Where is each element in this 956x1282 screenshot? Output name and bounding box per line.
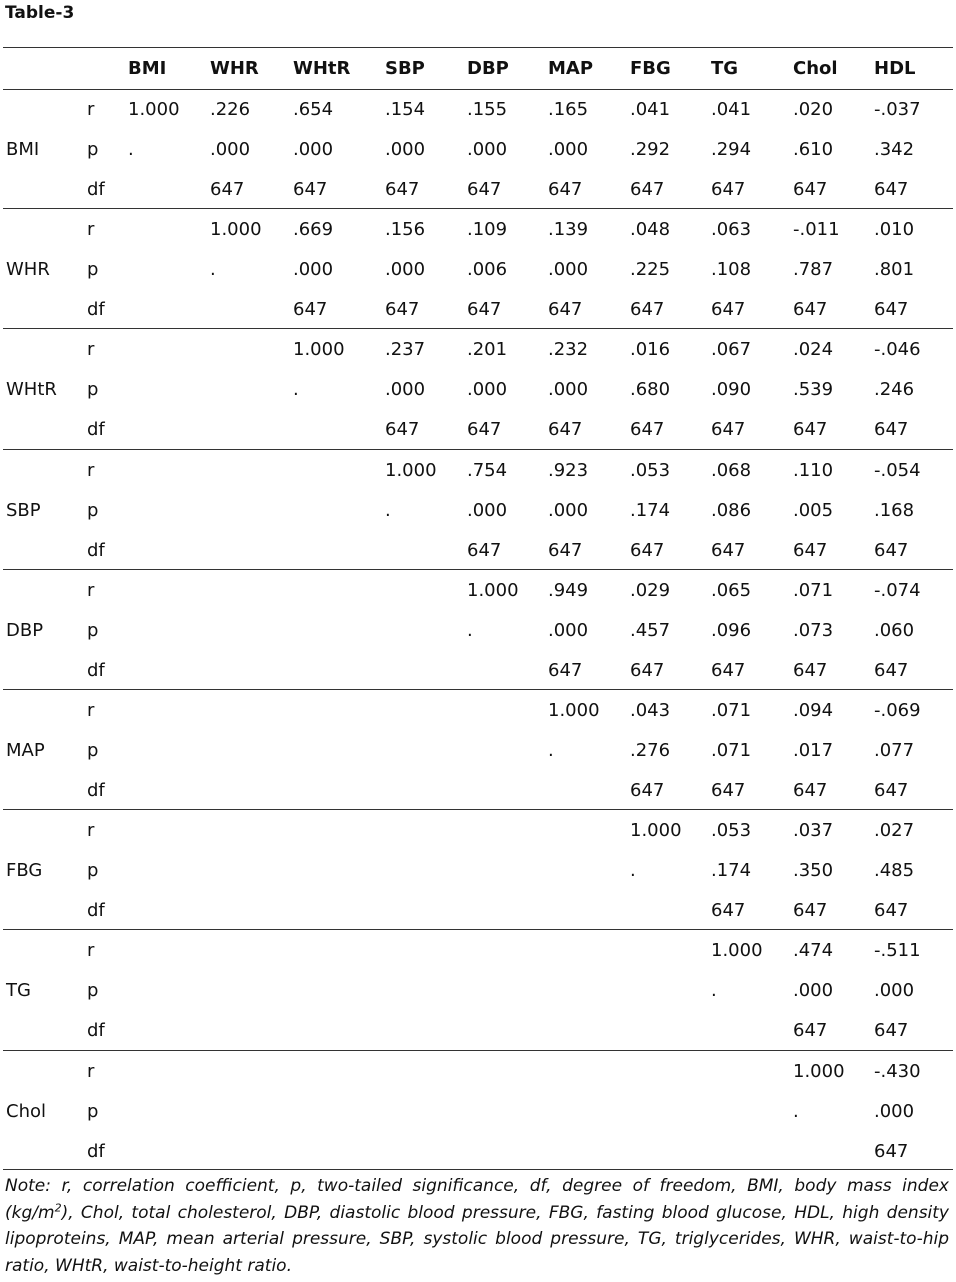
table-cell: .000 xyxy=(874,1101,915,1122)
table-cell: 1.000 xyxy=(293,339,345,360)
table-cell: 647 xyxy=(793,299,828,320)
table-cell: 647 xyxy=(630,299,665,320)
table-cell: .787 xyxy=(793,259,834,280)
stat-label: p xyxy=(87,500,99,521)
table-cell: -.054 xyxy=(874,460,921,481)
stat-label: df xyxy=(87,419,105,440)
table-cell: . xyxy=(128,139,134,160)
table-cell: .073 xyxy=(793,620,834,641)
table-cell: .680 xyxy=(630,379,671,400)
table-cell: .294 xyxy=(711,139,752,160)
stat-label: df xyxy=(87,179,105,200)
table-cell: 647 xyxy=(711,540,746,561)
table-cell: .043 xyxy=(630,700,671,721)
table-cell: -.430 xyxy=(874,1061,921,1082)
table-rule xyxy=(3,1169,953,1170)
table-cell: .005 xyxy=(793,500,834,521)
table-cell: .539 xyxy=(793,379,834,400)
table-cell: .020 xyxy=(793,99,834,120)
table-cell: -.037 xyxy=(874,99,921,120)
table-cell: 647 xyxy=(874,900,909,921)
table-rule xyxy=(3,689,953,690)
table-cell: .000 xyxy=(793,980,834,1001)
table-rule xyxy=(3,208,953,209)
table-cell: .024 xyxy=(793,339,834,360)
table-cell: 1.000 xyxy=(210,219,262,240)
column-header: DBP xyxy=(467,58,509,79)
column-header: HDL xyxy=(874,58,916,79)
table-cell: 647 xyxy=(467,299,502,320)
table-rule xyxy=(3,569,953,570)
table-rule xyxy=(3,929,953,930)
table-cell: .654 xyxy=(293,99,334,120)
table-cell: .276 xyxy=(630,740,671,761)
table-cell: .071 xyxy=(711,740,752,761)
stat-label: p xyxy=(87,740,99,761)
table-cell: 647 xyxy=(385,299,420,320)
table-cell: 647 xyxy=(793,179,828,200)
stat-label: p xyxy=(87,379,99,400)
stat-label: p xyxy=(87,980,99,1001)
table-cell: 647 xyxy=(630,540,665,561)
table-cell: .237 xyxy=(385,339,426,360)
table-cell: 647 xyxy=(630,780,665,801)
table-cell: .457 xyxy=(630,620,671,641)
table-cell: . xyxy=(711,980,717,1001)
table-cell: .000 xyxy=(548,620,589,641)
stat-label: r xyxy=(87,940,95,961)
table-cell: .010 xyxy=(874,219,915,240)
table-cell: .000 xyxy=(210,139,251,160)
row-variable-label: SBP xyxy=(6,500,41,521)
table-cell: . xyxy=(385,500,391,521)
table-cell: .065 xyxy=(711,580,752,601)
stat-label: df xyxy=(87,299,105,320)
table-cell: .154 xyxy=(385,99,426,120)
table-cell: .225 xyxy=(630,259,671,280)
table-cell: . xyxy=(630,860,636,881)
table-cell: .201 xyxy=(467,339,508,360)
table-rule xyxy=(3,449,953,450)
table-cell: 647 xyxy=(793,419,828,440)
table-cell: 647 xyxy=(874,299,909,320)
table-cell: .077 xyxy=(874,740,915,761)
table-cell: .053 xyxy=(711,820,752,841)
table-cell: .094 xyxy=(793,700,834,721)
note-text: Note: r, correlation coefficient, p, two-tailed significance, df, degree of freedom, BMI, body mass index (kg/m xyxy=(5,1176,949,1223)
table-cell: 647 xyxy=(548,299,583,320)
table-cell: 647 xyxy=(467,419,502,440)
table-cell: . xyxy=(793,1101,799,1122)
table-cell: 647 xyxy=(548,179,583,200)
table-cell: 647 xyxy=(293,299,328,320)
table-cell: 647 xyxy=(874,419,909,440)
table-cell: .000 xyxy=(385,379,426,400)
table-cell: .000 xyxy=(293,139,334,160)
table-cell: 647 xyxy=(874,179,909,200)
stat-label: r xyxy=(87,820,95,841)
table-rule xyxy=(3,89,953,90)
table-cell: 647 xyxy=(548,419,583,440)
stat-label: r xyxy=(87,700,95,721)
column-header: SBP xyxy=(385,58,425,79)
stat-label: df xyxy=(87,1141,105,1162)
table-cell: .027 xyxy=(874,820,915,841)
stat-label: df xyxy=(87,660,105,681)
table-cell: .063 xyxy=(711,219,752,240)
table-cell: .041 xyxy=(711,99,752,120)
table-cell: . xyxy=(548,740,554,761)
stat-label: df xyxy=(87,1020,105,1041)
table-cell: .174 xyxy=(711,860,752,881)
stat-label: p xyxy=(87,259,99,280)
table-cell: 1.000 xyxy=(630,820,682,841)
table-cell: 647 xyxy=(385,179,420,200)
table-cell: .029 xyxy=(630,580,671,601)
table-cell: .000 xyxy=(293,259,334,280)
table-cell: .669 xyxy=(293,219,334,240)
table-cell: .041 xyxy=(630,99,671,120)
note-text-continued: ), Chol, total cholesterol, DBP, diastolic blood pressure, FBG, fasting blood glucose, HDL, high density lipoproteins, MAP, mean arterial pressure, SBP, systolic blood pressure, TG, triglycerides, WHR, waist-to-hip ratio, WHtR, waist-to-height ratio. xyxy=(5,1202,949,1276)
row-variable-label: MAP xyxy=(6,740,45,761)
table-cell: .071 xyxy=(793,580,834,601)
table-cell: .016 xyxy=(630,339,671,360)
column-header: BMI xyxy=(128,58,167,79)
table-cell: -.511 xyxy=(874,940,921,961)
table-cell: 647 xyxy=(711,299,746,320)
table-cell: .109 xyxy=(467,219,508,240)
table-cell: .000 xyxy=(385,139,426,160)
stat-label: r xyxy=(87,580,95,601)
table-cell: 647 xyxy=(711,419,746,440)
table-cell: 647 xyxy=(293,179,328,200)
table-cell: 647 xyxy=(874,1141,909,1162)
table-cell: 647 xyxy=(385,419,420,440)
row-variable-label: DBP xyxy=(6,620,44,641)
table-cell: .165 xyxy=(548,99,589,120)
table-cell: .068 xyxy=(711,460,752,481)
table-cell: .000 xyxy=(467,379,508,400)
table-cell: .060 xyxy=(874,620,915,641)
stat-label: r xyxy=(87,460,95,481)
row-variable-label: BMI xyxy=(6,139,40,160)
table-cell: 647 xyxy=(793,1020,828,1041)
table-cell: 1.000 xyxy=(548,700,600,721)
table-cell: 1.000 xyxy=(467,580,519,601)
row-variable-label: Chol xyxy=(6,1101,46,1122)
table-cell: 647 xyxy=(793,900,828,921)
table-cell: .174 xyxy=(630,500,671,521)
table-cell: .246 xyxy=(874,379,915,400)
table-cell: 647 xyxy=(467,540,502,561)
table-cell: 647 xyxy=(711,660,746,681)
table-cell: .086 xyxy=(711,500,752,521)
table-cell: 647 xyxy=(467,179,502,200)
stat-label: df xyxy=(87,540,105,561)
column-header: TG xyxy=(711,58,739,79)
table-cell: .110 xyxy=(793,460,834,481)
column-header: Chol xyxy=(793,58,838,79)
table-caption: Table-3 xyxy=(5,3,75,23)
table-cell: 647 xyxy=(630,660,665,681)
table-cell: .000 xyxy=(548,500,589,521)
table-cell: 647 xyxy=(711,780,746,801)
table-cell: .801 xyxy=(874,259,915,280)
table-cell: -.011 xyxy=(793,219,840,240)
table-cell: .610 xyxy=(793,139,834,160)
table-cell: .155 xyxy=(467,99,508,120)
table-cell: .000 xyxy=(874,980,915,1001)
table-cell: 647 xyxy=(793,540,828,561)
note-superscript: 2 xyxy=(54,1200,62,1214)
table-cell: 647 xyxy=(793,780,828,801)
table-cell: .000 xyxy=(467,139,508,160)
table-cell: 1.000 xyxy=(793,1061,845,1082)
table-cell: .000 xyxy=(385,259,426,280)
table-cell: -.069 xyxy=(874,700,921,721)
table-cell: 1.000 xyxy=(385,460,437,481)
stat-label: p xyxy=(87,620,99,641)
table-cell: .292 xyxy=(630,139,671,160)
column-header: WHR xyxy=(210,58,259,79)
row-variable-label: WHR xyxy=(6,259,50,280)
table-note xyxy=(5,1173,949,1279)
stat-label: r xyxy=(87,99,95,120)
table-cell: 647 xyxy=(711,179,746,200)
table-cell: .156 xyxy=(385,219,426,240)
table-cell: -.074 xyxy=(874,580,921,601)
table-cell: .096 xyxy=(711,620,752,641)
table-cell: -.046 xyxy=(874,339,921,360)
table-cell: .485 xyxy=(874,860,915,881)
table-cell: .037 xyxy=(793,820,834,841)
table-cell: .108 xyxy=(711,259,752,280)
table-cell: 1.000 xyxy=(711,940,763,961)
table-cell: .949 xyxy=(548,580,589,601)
table-cell: 647 xyxy=(548,540,583,561)
stat-label: r xyxy=(87,339,95,360)
stat-label: p xyxy=(87,139,99,160)
table-cell: 647 xyxy=(210,179,245,200)
table-cell: .090 xyxy=(711,379,752,400)
row-variable-label: FBG xyxy=(6,860,43,881)
column-header: WHtR xyxy=(293,58,351,79)
table-cell: .474 xyxy=(793,940,834,961)
table-cell: .168 xyxy=(874,500,915,521)
table-cell: .017 xyxy=(793,740,834,761)
table-cell: .067 xyxy=(711,339,752,360)
stat-label: df xyxy=(87,900,105,921)
row-variable-label: WHtR xyxy=(6,379,57,400)
table-cell: .048 xyxy=(630,219,671,240)
table-cell: .071 xyxy=(711,700,752,721)
column-header: FBG xyxy=(630,58,671,79)
table-cell: . xyxy=(293,379,299,400)
table-cell: 647 xyxy=(874,540,909,561)
table-cell: 647 xyxy=(793,660,828,681)
table-cell: .342 xyxy=(874,139,915,160)
table-cell: 647 xyxy=(874,780,909,801)
table-cell: .350 xyxy=(793,860,834,881)
table-cell: .139 xyxy=(548,219,589,240)
row-variable-label: TG xyxy=(6,980,31,1001)
table-cell: . xyxy=(210,259,216,280)
stat-label: r xyxy=(87,219,95,240)
stat-label: p xyxy=(87,1101,99,1122)
table-cell: . xyxy=(467,620,473,641)
table-cell: .226 xyxy=(210,99,251,120)
table-cell: 647 xyxy=(874,660,909,681)
stat-label: df xyxy=(87,780,105,801)
stat-label: p xyxy=(87,860,99,881)
table-rule xyxy=(3,328,953,329)
table-cell: .923 xyxy=(548,460,589,481)
table-cell: .000 xyxy=(467,500,508,521)
table-cell: .000 xyxy=(548,259,589,280)
table-rule xyxy=(3,47,953,48)
table-rule xyxy=(3,809,953,810)
table-cell: .053 xyxy=(630,460,671,481)
table-cell: 647 xyxy=(874,1020,909,1041)
column-header: MAP xyxy=(548,58,594,79)
table-cell: .754 xyxy=(467,460,508,481)
table-cell: .000 xyxy=(548,139,589,160)
table-cell: 1.000 xyxy=(128,99,180,120)
table-cell: .006 xyxy=(467,259,508,280)
table-cell: 647 xyxy=(548,660,583,681)
table-cell: 647 xyxy=(711,900,746,921)
stat-label: r xyxy=(87,1061,95,1082)
table-cell: 647 xyxy=(630,419,665,440)
table-cell: 647 xyxy=(630,179,665,200)
table-rule xyxy=(3,1050,953,1051)
table-cell: .000 xyxy=(548,379,589,400)
table-cell: .232 xyxy=(548,339,589,360)
